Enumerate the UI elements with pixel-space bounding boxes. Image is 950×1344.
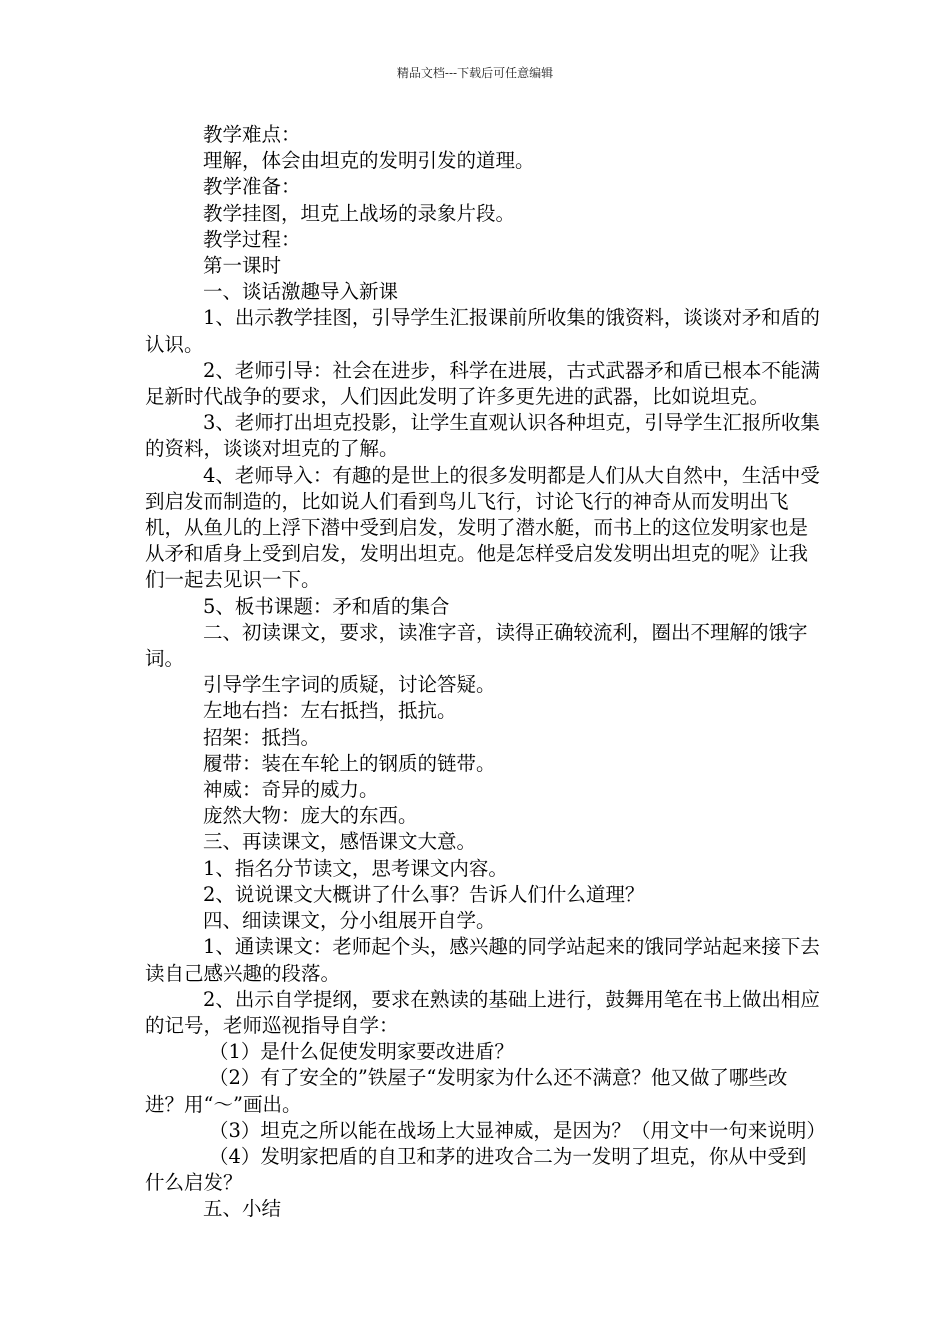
section-heading-process: 教学过程： [203, 227, 301, 251]
step-heading: 四、细读课文，分小组展开自学。 [203, 909, 496, 933]
page-header: 精品文档---下载后可任意编辑 [396, 66, 554, 80]
vocab-item: 左地右挡：左右抵挡，抵抗。 [203, 699, 457, 723]
question-item: （3）坦克之所以能在战场上大显神威，是因为？（用文中一句来说明） [209, 1118, 826, 1142]
paragraph: 2、说说课文大概讲了什么事？告诉人们什么道理？ [203, 882, 645, 906]
vocab-item: 神威：奇异的威力。 [203, 778, 379, 802]
paragraph: 2、老师引导：社会在进步，科学在进展，古式武器矛和盾已根本不能满足新时代战争的要求，人们因此发明了许多更先进的武器，比如说坦克。 [145, 358, 820, 409]
vocab-item: 庞然大物：庞大的东西。 [203, 804, 418, 828]
vocab-item: 履带：装在车轮上的钢质的链带。 [203, 751, 496, 775]
question-item: （2）有了安全的”铁屋子“发明家为什么还不满意？他又做了哪些改进？用“～”画出。 [145, 1066, 788, 1116]
paragraph: 1、出示教学挂图，引导学生汇报课前所收集的饿资料，谈谈对矛和盾的认识。 [145, 306, 820, 356]
paragraph: 5、板书课题：矛和盾的集合 [203, 594, 450, 618]
vocab-item: 招架：抵挡。 [203, 725, 321, 749]
step-heading: 三、再读课文，感悟课文大意。 [203, 830, 477, 854]
question-item: （1）是什么促使发明家要改进盾？ [209, 1040, 514, 1064]
paragraph: 2、出示自学提纲，要求在熟读的基础上进行，鼓舞用笔在书上做出相应的记号，老师巡视指导自学： [145, 987, 820, 1037]
paragraph: 3、老师打出坦克投影，让学生直观认识各种坦克，引导学生汇报所收集的资料，谈谈对坦克的了解。 [145, 411, 820, 461]
section-heading-difficulty: 教学难点： [203, 123, 301, 146]
step-heading: 一、谈话激趣导入新课 [203, 280, 399, 304]
document-body [145, 122, 825, 1223]
paragraph: 理解，体会由坦克的发明引发的道理。 [203, 149, 535, 173]
paragraph: 1、通读课文：老师起个头，感兴趣的同学站起来的饿同学站起来接下去读自己感兴趣的段落。 [145, 935, 820, 985]
paragraph: 引导学生字词的质疑，讨论答疑。 [203, 673, 496, 697]
step-heading: 五、小结 [203, 1197, 282, 1221]
section-heading-preparation: 教学准备： [203, 175, 301, 199]
paragraph: 4、老师导入：有趣的是世上的很多发明都是人们从大自然中，生活中受到启发而制造的，比如说人们看到鸟儿飞行，讨论飞行的神奇从而发明出飞机，从鱼儿的上浮下潜中受到启发，发明了潜水艇，而书上的这位发明家也是从矛和盾身上受到启发，发明出坦克。他是怎样受启发发明出坦克的呢》让我们一起去见识一下。 [145, 463, 820, 592]
lesson-label: 第一课时 [203, 254, 282, 278]
question-item: （4）发明家把盾的自卫和茅的进攻合二为一发明了坦克，你从中受到什么启发？ [145, 1144, 807, 1195]
paragraph: 教学挂图，坦克上战场的录象片段。 [203, 201, 516, 225]
step-heading: 二、初读课文，要求，读准字音，读得正确较流利，圈出不理解的饿字词。 [145, 620, 808, 671]
paragraph: 1、指名分节读文，思考课文内容。 [203, 856, 508, 880]
